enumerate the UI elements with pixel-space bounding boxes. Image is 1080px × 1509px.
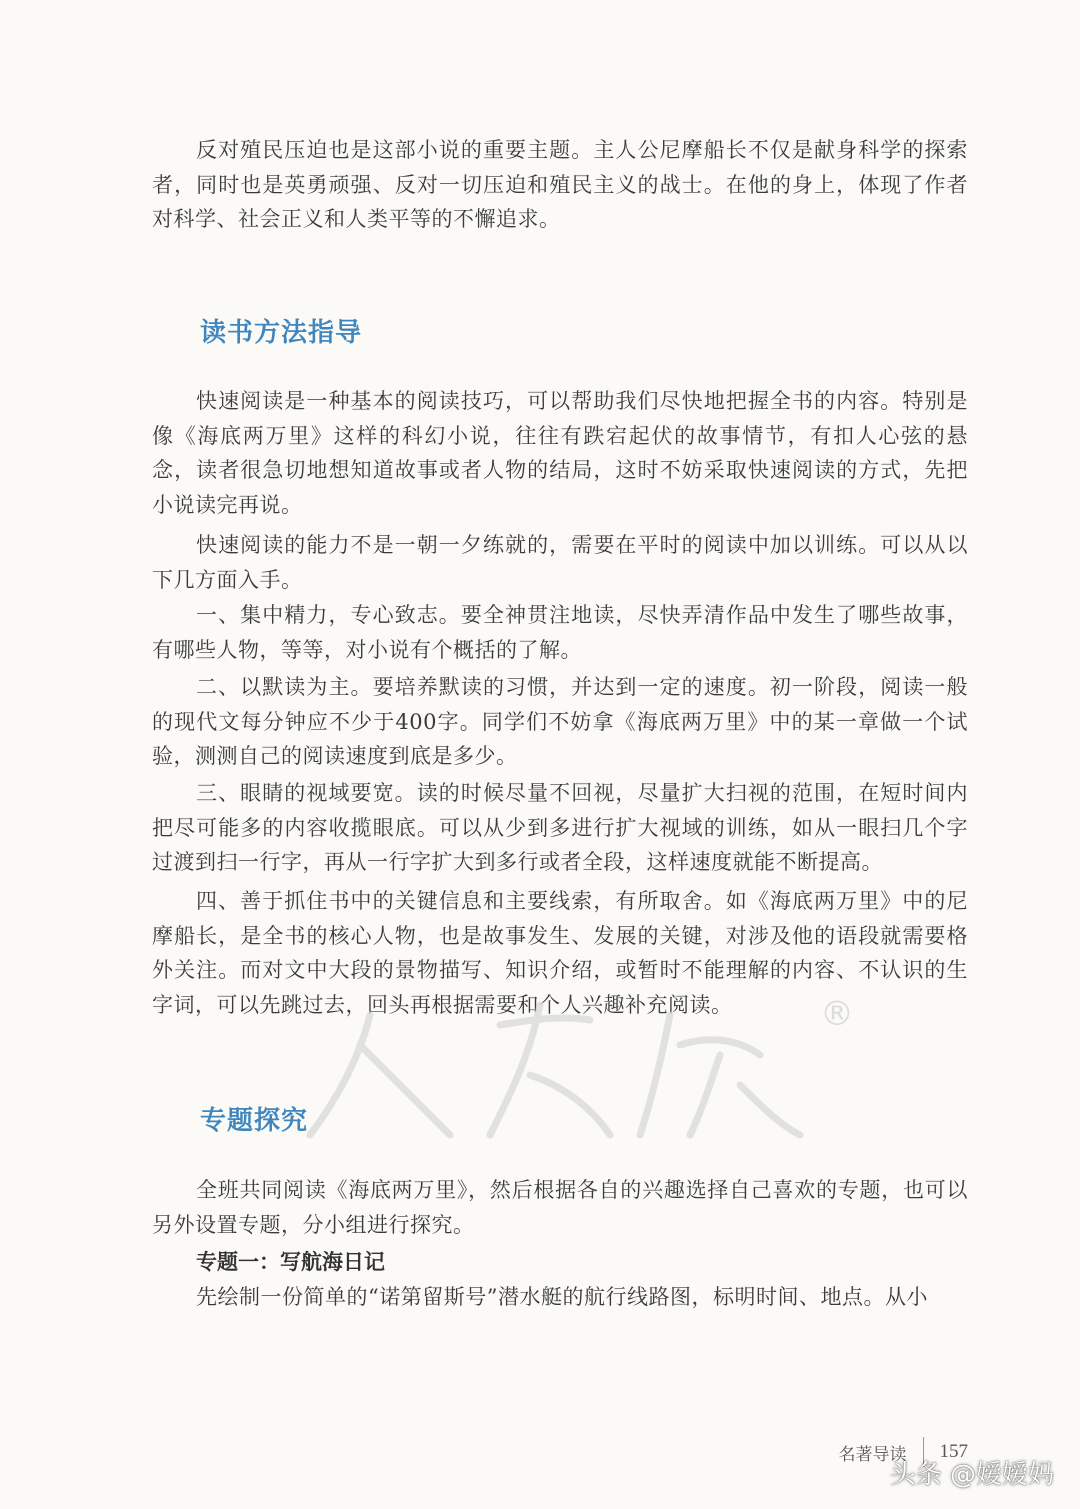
paragraph-fast-reading-intro: 快速阅读是一种基本的阅读技巧，可以帮助我们尽快地把握全书的内容。特别是像《海底两万里》这样的科幻小说，往往有跌宕起伏的故事情节，有扣人心弦的悬念，读者很急切地想知道故事或者人物的结局，这时不妨采取快速阅读的方式，先把小说读完再说。 — [152, 389, 968, 517]
page-number: 157 — [939, 1441, 968, 1462]
section-heading-topic-study: 专题探究 — [200, 1106, 309, 1136]
registered-mark: ® — [820, 994, 854, 1034]
paragraph-tip-2: 二、以默读为主。要培养默读的习惯，并达到一定的速度。初一阶段，阅读一般的现代文每分钟应不少于400字。同学们不妨拿《海底两万里》中的某一章做一个试验，测测自己的阅读速度到底是多少。 — [152, 675, 968, 768]
paragraph-tip-1: 一、集中精力，专心致志。要全神贯注地读，尽快弄清作品中发生了哪些故事，有哪些人物，等等，对小说有个概括的了解。 — [152, 603, 968, 662]
source-watermark-tag: 头条 @嫒嫒妈 — [889, 1460, 1054, 1490]
topic-1-title: 专题一：写航海日记 — [196, 1249, 385, 1274]
paragraph-topic-1-text: 先绘制一份简单的“诺第留斯号”潜水艇的航行线路图，标明时间、地点。从小 — [196, 1285, 928, 1309]
section-heading-reading-method: 读书方法指导 — [200, 318, 363, 348]
paragraph-training-intro: 快速阅读的能力不是一朝一夕练就的，需要在平时的阅读中加以训练。可以从以下几方面入手。 — [152, 533, 968, 592]
paragraph-topic-intro: 全班共同阅读《海底两万里》，然后根据各自的兴趣选择自己喜欢的专题，也可以另外设置专题，分小组进行探究。 — [152, 1178, 968, 1237]
paragraph-colonial-theme: 反对殖民压迫也是这部小说的重要主题。主人公尼摩船长不仅是献身科学的探索者，同时也是英勇顽强、反对一切压迫和殖民主义的战士。在他的身上，体现了作者对科学、社会正义和人类平等的不懈追求。 — [152, 138, 968, 231]
paragraph-tip-4: 四、善于抓住书中的关键信息和主要线索，有所取舍。如《海底两万里》中的尼摩船长，是全书的核心人物，也是故事发生、发展的关键，对涉及他的语段就需要格外关注。而对文中大段的景物描写、知识介绍，或暂时不能理解的内容、不认识的生字词，可以先跳过去，回头再根据需要和个人兴趣补充阅读。 — [152, 889, 968, 1017]
paragraph-tip-3: 三、眼睛的视域要宽。读的时候尽量不回视，尽量扩大扫视的范围，在短时间内把尽可能多的内容收揽眼底。可以从少到多进行扩大视域的训练，如从一眼扫几个字过渡到扫一行字，再从一行字扩大到多行或者全段，这样速度就能不断提高。 — [152, 781, 968, 874]
footer-book-title: 名著导读 — [838, 1444, 907, 1465]
